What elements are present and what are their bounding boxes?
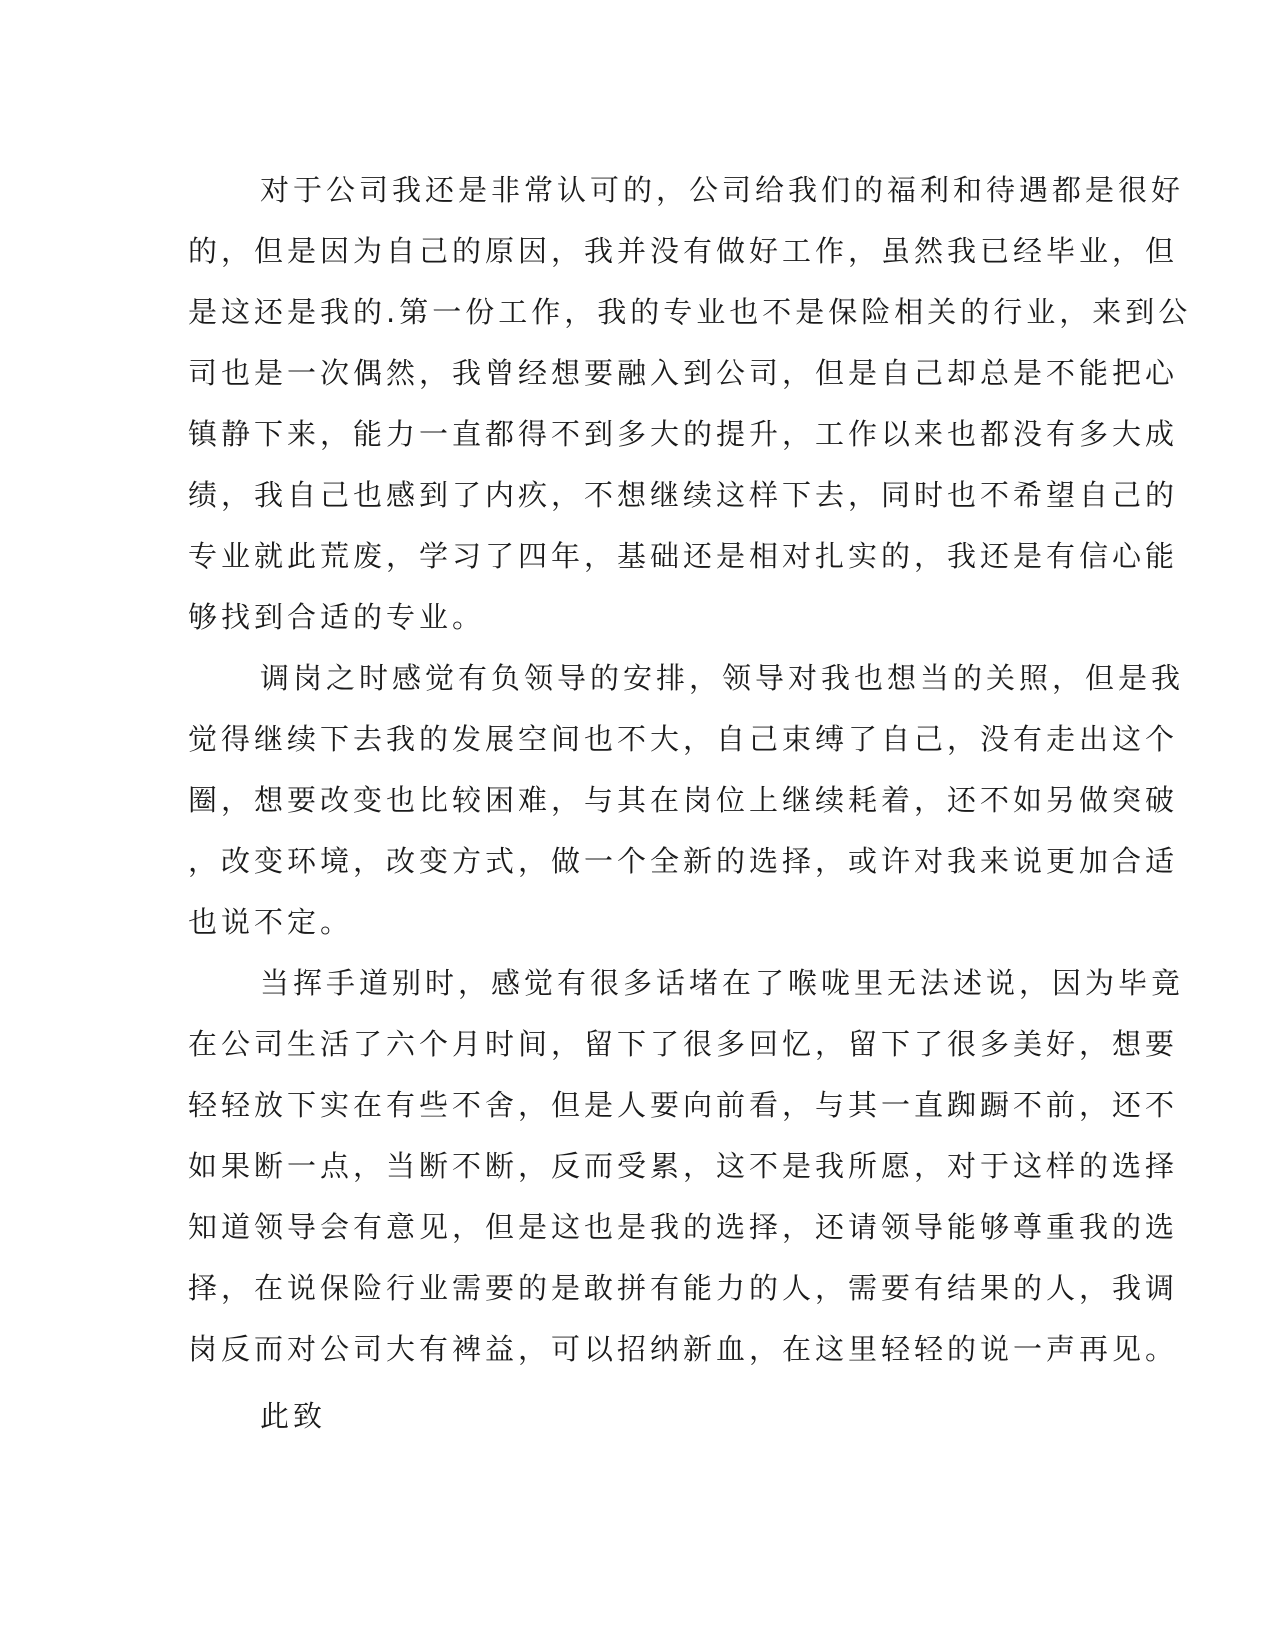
text-line: 轻轻放下实在有些不舍，但是人要向前看，与其一直踟蹰不前，还不 (188, 1088, 1179, 1122)
text-line: 司也是一次偶然，我曾经想要融入到公司，但是自己却总是不能把心 (188, 356, 1179, 390)
text-line: 镇静下来，能力一直都得不到多大的提升，工作以来也都没有多大成 (188, 417, 1179, 451)
text-line: 在公司生活了六个月时间，留下了很多回忆，留下了很多美好，想要 (188, 1027, 1179, 1061)
closing-salutation: 此致 (260, 1399, 327, 1433)
text-line: 择，在说保险行业需要的是敢拼有能力的人，需要有结果的人，我调 (188, 1271, 1179, 1305)
paragraph-1 (188, 160, 1192, 648)
letter-body (188, 160, 1192, 1447)
text-line: 圈，想要改变也比较困难，与其在岗位上继续耗着，还不如另做突破 (188, 783, 1179, 817)
text-line: 对于公司我还是非常认可的，公司给我们的福利和待遇都是很好 (260, 173, 1185, 207)
text-line: 知道领导会有意见，但是这也是我的选择，还请领导能够尊重我的选 (188, 1210, 1179, 1244)
text-line: 够找到合适的专业。 (188, 600, 486, 634)
text-line: 岗反而对公司大有裨益，可以招纳新血，在这里轻轻的说一声再见。 (188, 1332, 1179, 1366)
text-line: 是这还是我的.第一份工作，我的专业也不是保险相关的行业，来到公 (188, 295, 1192, 329)
text-line: 调岗之时感觉有负领导的安排，领导对我也想当的关照，但是我 (260, 661, 1185, 695)
text-line: 绩，我自己也感到了内疚，不想继续这样下去，同时也不希望自己的 (188, 478, 1179, 512)
text-line: 当挥手道别时，感觉有很多话堵在了喉咙里无法述说，因为毕竟 (260, 966, 1185, 1000)
text-line: 如果断一点，当断不断，反而受累，这不是我所愿，对于这样的选择 (188, 1149, 1179, 1183)
text-line: ，改变环境，改变方式，做一个全新的选择，或许对我来说更加合适 (188, 844, 1179, 878)
text-line: 也说不定。 (188, 905, 354, 939)
text-line: 专业就此荒废，学习了四年，基础还是相对扎实的，我还是有信心能 (188, 539, 1179, 573)
text-line: 觉得继续下去我的发展空间也不大，自己束缚了自己，没有走出这个 (188, 722, 1179, 756)
paragraph-2 (188, 648, 1185, 953)
text-line: 的，但是因为自己的原因，我并没有做好工作，虽然我已经毕业，但 (188, 234, 1179, 268)
paragraph-3 (188, 953, 1185, 1380)
